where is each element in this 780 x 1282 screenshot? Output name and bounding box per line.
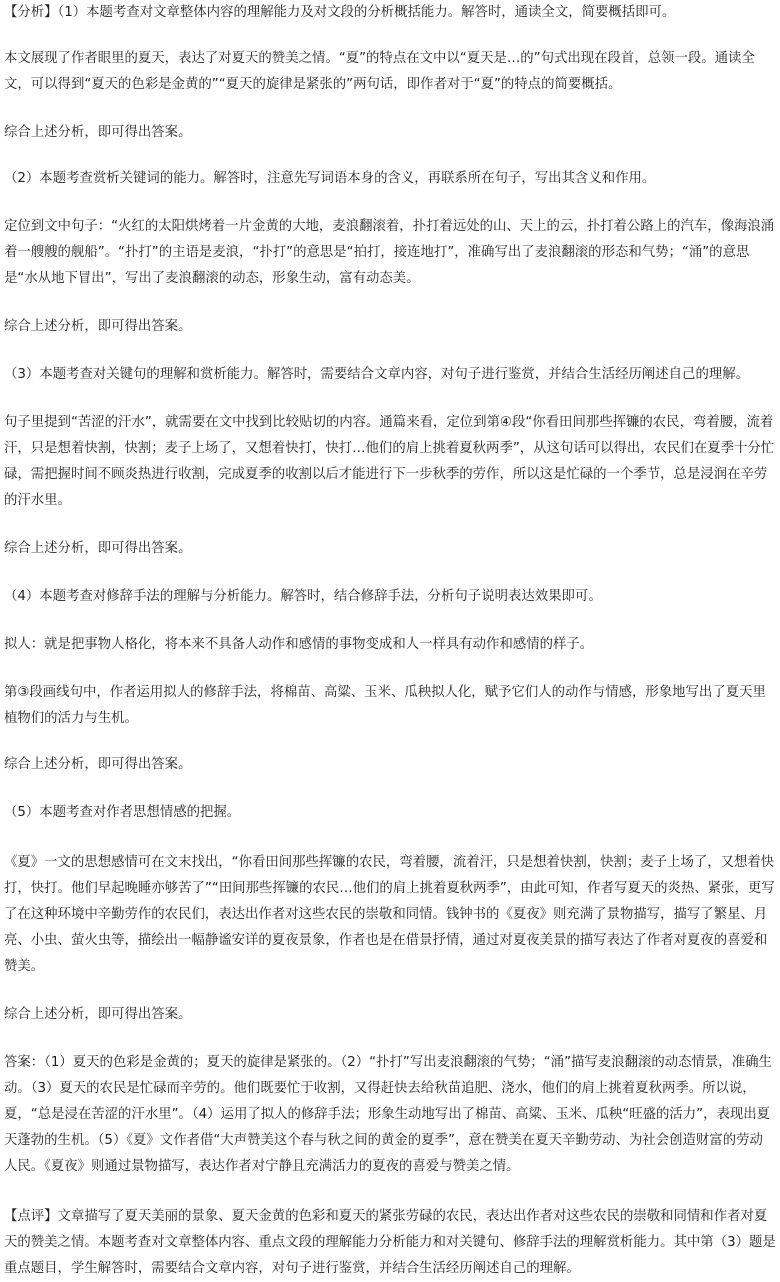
conclusion-line: 综合上述分析，即可得出答案。: [4, 1007, 192, 1022]
analysis-q5-intro: （5）本题考查对作者思想情感的把握。: [4, 805, 241, 820]
analysis-q2-body: 定位到文中句子：“火红的太阳烘烤着一片金黄的大地，麦浪翻滚着，扑打着远处的山、天上的云，扑打着公路上的汽车，像海浪涌着一艘艘的舰船”。“扑打”的主语是麦浪，“扑打”的意思是“拍打，接连地打”，准确写出了麦浪翻滚的形态和气势；“涌”的意思是“水从地下冒出”，写出了麦浪翻滚的动态，形象生动，富有动态美。: [4, 219, 775, 286]
conclusion-line: 综合上述分析，即可得出答案。: [4, 757, 192, 772]
analysis-q2-intro: （2）本题考查赏析关键词的能力。解答时，注意先写词语本身的含义，再联系所在句子，写出其含义和作用。: [4, 171, 656, 186]
analysis-q1-intro: 【分析】（1）本题考查对文章整体内容的理解能力及对文段的分析概括能力。解答时，通读全文，简要概括即可。: [4, 5, 676, 20]
analysis-q1-body: 本文展现了作者眼里的夏天，表达了对夏天的赞美之情。“夏”的特点在文中以“夏天是…的”句式出现在段首，总领一段。通读全文，可以得到“夏天的色彩是金黄的”“夏天的旋律是紧张的”两句话，即作者对于“夏”的特点的简要概括。: [4, 51, 755, 92]
answer-section: 答案：（1）夏天的色彩是金黄的；夏天的旋律是紧张的。（2）“扑打”写出麦浪翻滚的气势；“涌”描写麦浪翻滚的动态情景，准确生动。（3）夏天的农民是忙碌而辛劳的。他们既要忙于收割，又得赶快去给秋苗追肥、浇水，他们的肩上挑着夏秋两季。所以说，夏，“总是浸在苦涩的汗水里”。（4）运用了拟人的修辞手法；形象生动地写出了棉苗、高粱、玉米、瓜秧“旺盛的活力”，表现出夏天蓬勃的生机。（5）《夏》文作者借“大声赞美这个春与秋之间的黄金的夏季”，意在赞美在夏天辛勤劳动、为社会创造财富的劳动人民。《夏夜》则通过景物描写，表达作者对宁静且充满活力的夏夜的喜爱与赞美之情。: [4, 1055, 772, 1174]
conclusion-line: 综合上述分析，即可得出答案。: [4, 319, 192, 334]
analysis-q5-body: 《夏》一文的思想感情可在文末找出，“你看田间那些挥镰的农民，弯着腰，流着汗，只是想着快割，快割；麦子上场了，又想着快打，快打。他们早起晚睡亦够苦了”“田间那些挥镰的农民…他们的肩上挑着夏秋两季”，由此可知，作者写夏天的炎热、紧张，更写了在这种环境中辛勤劳作的农民们，表达出作者对这些农民的崇敬和同情。钱钟书的《夏夜》则充满了景物描写，描写了繁星、月亮、小虫、萤火虫等，描绘出一幅静谧安详的夏夜景象，作者也是在借景抒情，通过对夏夜美景的描写表达了作者对夏夜的喜爱和赞美。: [4, 855, 775, 974]
analysis-q3-intro: （3）本题考查对关键句的理解和赏析能力。解答时，需要结合文章内容，对句子进行鉴赏，并结合生活经历阐述自己的理解。: [4, 367, 749, 382]
review-comment: 【点评】文章描写了夏天美丽的景象、夏天金黄的色彩和夏天的紧张劳碌的农民，表达出作者对这些农民的崇敬和同情和作者对夏天的赞美之情。本题考查对文章整体内容、重点文段的理解能力分析能力和对关键句、修辞手法的理解赏析能力。其中第（3）题是重点题目，学生解答时，需要结合文章内容，对句子进行鉴赏，并结合生活经历阐述自己的理解。: [4, 1209, 776, 1276]
personification-definition: 拟人：就是把事物人格化，将本来不具备人动作和感情的事物变成和人一样具有动作和感情的样子。: [4, 637, 594, 652]
analysis-q4-body: 第③段画线句中，作者运用拟人的修辞手法，将棉苗、高粱、玉米、瓜秧拟人化，赋予它们人的动作与情感，形象地写出了夏天里植物们的活力与生机。: [4, 685, 766, 726]
conclusion-line: 综合上述分析，即可得出答案。: [4, 541, 192, 556]
conclusion-line: 综合上述分析，即可得出答案。: [4, 125, 192, 140]
analysis-q3-body: 句子里提到“苦涩的汗水”，就需要在文中找到比较贴切的内容。通篇来看，定位到第④段“你看田间那些挥镰的农民，弯着腰，流着汗，只是想着快割，快割；麦子上场了，又想着快打，快打…他们的肩上挑着夏秋两季”，从这句话可以得出，农民们在夏季十分忙碌，需把握时间不顾炎热进行收割，完成夏季的收割以后才能进行下一步秋季的劳作，所以这是忙碌的一个季节，总是浸润在辛劳的汗水里。: [4, 415, 775, 508]
analysis-q4-intro: （4）本题考查对修辞手法的理解与分析能力。解答时，结合修辞手法，分析句子说明表达效果即可。: [4, 589, 602, 604]
